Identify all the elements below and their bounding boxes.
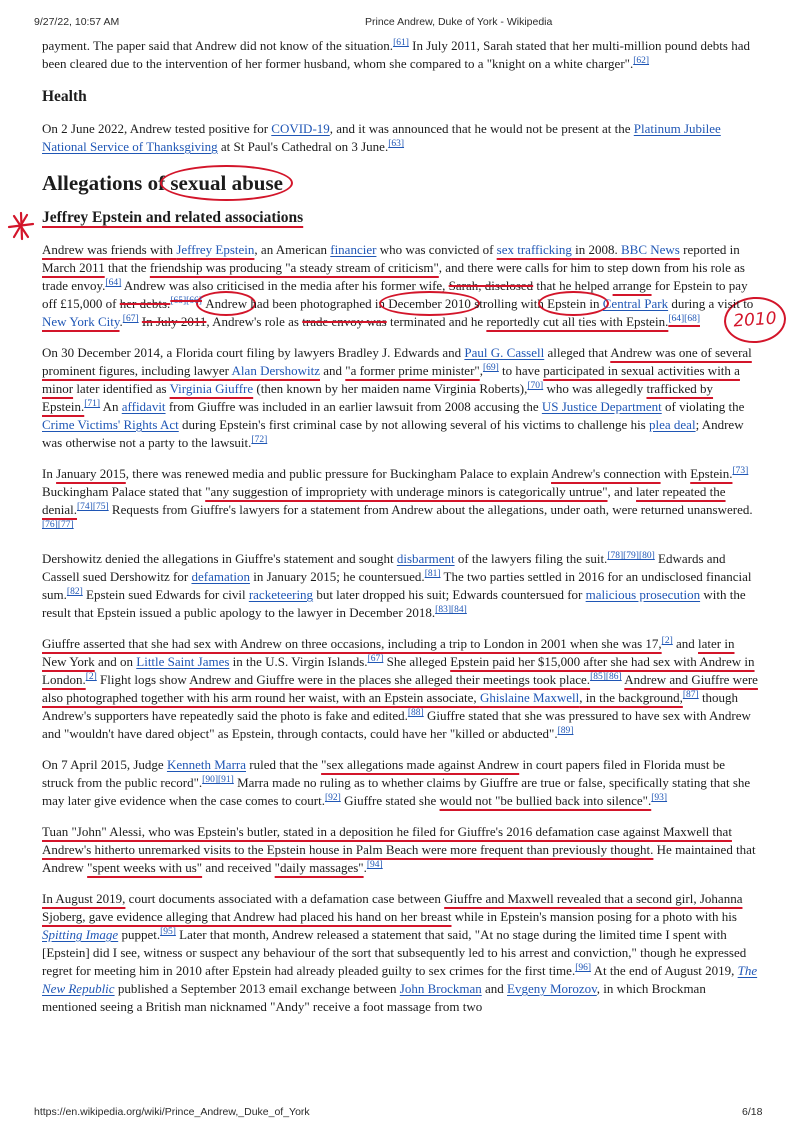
text-run: The two parties settled in 2016 for an undisclosed financial sum. — [42, 569, 752, 602]
citation-link[interactable]: [72] — [251, 435, 268, 446]
text-run: On 2 June 2022, Andrew tested positive for — [42, 121, 272, 136]
wiki-link[interactable]: Spitting Image — [42, 927, 119, 942]
text-run: Giuffre stated that she was pressured to have sex with Andrew and "wouldn't have dared object" as Epstein, through contacts, could have her "killed or abducted". — [42, 708, 751, 741]
text-run: Giuffre and Maxwell revealed that a second girl, Johanna Sjoberg, gave evidence alleging that Andrew had placed his hand on her breast — [42, 891, 743, 924]
print-page-number: 6/18 — [742, 1106, 763, 1118]
text-run: arrange — [612, 278, 652, 293]
citation-link[interactable]: [74][75] — [77, 502, 109, 513]
wiki-link[interactable]: plea deal — [649, 417, 696, 432]
text-run: March 2011 — [42, 260, 105, 275]
text-run: In July 2011 — [141, 314, 207, 329]
text-run: Andrew was friends with — [42, 242, 177, 257]
text-run: He maintained that Andrew — [42, 842, 756, 875]
text-run: and — [672, 636, 699, 651]
text-run: in January 2015; he countersued. — [249, 569, 425, 584]
citation-link[interactable]: [67] — [122, 314, 139, 325]
citation-link[interactable]: [93] — [651, 793, 668, 804]
wiki-link[interactable]: Platinum Jubilee National Service of Thanksgiving — [42, 121, 721, 154]
citation-link[interactable]: [82] — [66, 587, 83, 598]
text-run: Giuffre asserted that she had sex with Andrew on three occasions, including a trip to London in 2001 when she was 17, — [42, 636, 662, 651]
text-run: while in Epstein's mansion posing for a photo with his — [451, 909, 737, 924]
citation-link[interactable]: [71] — [84, 399, 101, 410]
citation-link[interactable]: [67] — [367, 654, 384, 665]
text-run: Andrew — [196, 291, 256, 316]
text-run: terminated and he — [386, 314, 487, 329]
wiki-link[interactable]: financier — [330, 242, 377, 257]
citation-link[interactable]: [62] — [633, 56, 650, 67]
text-run: from Giuffre was included in an earlier lawsuit from 2008 accusing the — [165, 399, 542, 414]
text-run: , and — [607, 484, 637, 499]
text-run: alleged that — [544, 345, 611, 360]
citation-link[interactable]: [2] — [85, 672, 97, 683]
text-run: , and it was announced that he would not be present at the — [329, 121, 634, 136]
text-run: payment. The paper said that Andrew did not know of the situation. — [42, 38, 394, 53]
article-paragraph — [42, 37, 758, 73]
text-run: In — [42, 466, 57, 481]
text-run: Epstein paid her $15,000 after she had sex with Andrew in London. — [42, 654, 755, 687]
text-run: trafficked by Epstein. — [42, 381, 714, 414]
text-run: Dershowitz denied the allegations in Giuffre's statement and sought — [42, 551, 397, 566]
citation-link[interactable]: [69] — [482, 363, 499, 374]
wiki-link[interactable]: COVID-19 — [271, 121, 330, 136]
text-run: with the result that Epstein issued a public apology to the lawyer in December 2018. — [42, 587, 746, 620]
text-run: published a September 2013 email exchange between — [114, 981, 400, 996]
text-run: . — [119, 314, 123, 329]
text-run: ; Andrew was otherwise not a party to the lawsuit. — [42, 417, 744, 450]
text-run: had been photographed in — [247, 296, 389, 311]
subsection-heading — [42, 207, 758, 229]
text-run: Allegations of — [42, 171, 171, 195]
text-run: Buckingham Palace stated that — [42, 484, 206, 499]
article-paragraph — [42, 120, 758, 156]
citation-link[interactable]: [95] — [160, 927, 176, 938]
citation-link[interactable]: [83][84] — [435, 605, 467, 616]
text-run: On 7 April 2015, Judge — [42, 757, 167, 772]
text-run: who was allegedly — [543, 381, 647, 396]
citation-link[interactable]: [64][68] — [668, 314, 700, 325]
article-paragraph — [42, 465, 758, 537]
text-run: of the lawyers filing the suit. — [454, 551, 608, 566]
text-run: Sarah, disclosed — [448, 278, 534, 293]
text-run: , in which Brockman mentioned seeing a British man nicknamed "Andy" receive a foot massage from two — [42, 981, 706, 1014]
text-run: and received — [202, 860, 275, 875]
text-run: Epstein in — [538, 291, 608, 316]
article-paragraph — [42, 550, 758, 622]
print-datetime: 9/27/22, 10:57 AM — [34, 16, 120, 28]
citation-link[interactable]: [87] — [682, 690, 699, 701]
text-run: reportedly cut all ties with Epstein. — [486, 314, 669, 329]
wiki-link[interactable]: BBC News — [621, 242, 680, 257]
text-run: during a visit to — [668, 296, 754, 311]
text-run: , — [479, 363, 483, 378]
text-run: An — [100, 399, 122, 414]
text-run: court documents associated with a defamation case between — [125, 891, 445, 906]
wiki-link[interactable]: Evgeny Morozov — [507, 981, 597, 996]
asterisk-mark-icon — [6, 211, 36, 241]
citation-link[interactable]: [96] — [575, 963, 592, 974]
text-run: would not "be bullied back into silence". — [439, 793, 652, 808]
wiki-link[interactable]: The New Republic — [42, 963, 758, 996]
text-run: for Epstein to pay off £15,000 of — [42, 278, 748, 311]
text-run: puppet. — [118, 927, 161, 942]
text-run: participated in sexual activities with a minor — [42, 363, 740, 396]
wiki-link[interactable]: Kenneth Marra — [166, 757, 247, 772]
text-run: though Andrew's supporters have repeatedly said the photo is fake and edited. — [42, 690, 739, 723]
text-run: Later that month, Andrew released a statement that said, "At no stage during the limited time I spent with [Epstein] did I see, witness or suspect any behaviour of the sort that subsequently led to his arrest and conviction," though he expressed regret for meeting him in 2010 after Epstein had already pleaded guilty to sex crimes for the first time. — [42, 927, 747, 978]
citation-link[interactable]: [64] — [105, 278, 122, 289]
handwritten-margin-note: 2010 — [722, 295, 787, 345]
text-run: at St Paul's Cathedral on 3 June. — [217, 139, 389, 154]
text-run: "daily massages" — [274, 860, 364, 875]
text-run: and — [481, 981, 508, 996]
wiki-link[interactable]: US Justice Department — [541, 399, 662, 414]
text-run: Andrew and Giuffre were in the places she alleged their meetings took place. — [189, 672, 591, 687]
wiki-link[interactable]: Ghislaine Maxwell — [479, 690, 580, 705]
text-run: In August 2019, — [42, 891, 126, 906]
text-run: strolling with — [470, 296, 548, 311]
text-run: , there was renewed media and public pressure for Buckingham Palace to explain — [125, 466, 552, 481]
text-run: who was convicted of — [376, 242, 497, 257]
text-run: that he helped — [533, 278, 613, 293]
article-paragraph — [42, 756, 758, 810]
section-heading — [42, 169, 758, 197]
text-run: "sex allegations made against Andrew — [321, 757, 520, 772]
text-run: , Andrew's role as — [206, 314, 303, 329]
text-run: At the end of August 2019, — [591, 963, 738, 978]
text-run: Health — [42, 88, 87, 105]
text-run: later repeated the denial. — [42, 484, 726, 517]
text-run: . — [363, 860, 367, 875]
citation-link[interactable]: [94] — [366, 860, 383, 871]
citation-link[interactable]: [92] — [325, 793, 341, 804]
citation-link[interactable]: [65][66] — [170, 296, 202, 307]
text-run: sexual abuse — [160, 165, 293, 201]
print-url: https://en.wikipedia.org/wiki/Prince_Andrew,_Duke_of_York — [34, 1106, 310, 1118]
text-run: "spent weeks with us" — [87, 860, 203, 875]
text-run: that the — [104, 260, 150, 275]
text-run: Marra made no ruling as to whether claims by Giuffre are true or false, specifically stating that she may later give evidence when the case comes to court. — [42, 775, 751, 808]
wiki-link[interactable]: New York City — [42, 314, 120, 329]
article-paragraph — [42, 823, 758, 877]
text-run: in court papers filed in Florida must be struck from the public record". — [42, 757, 725, 790]
text-run: Andrew was also criticised in the media after his former wife, — [121, 278, 449, 293]
text-run: On 30 December 2014, a Florida court filing by lawyers Bradley J. Edwards and — [42, 345, 465, 360]
text-run: Requests from Giuffre's lawyers for a statement from Andrew about the allegations, under oath, were returned unanswered. — [108, 502, 753, 517]
text-run: Flight logs show — [96, 672, 190, 687]
text-run: in the U.S. Virgin Islands. — [229, 654, 368, 669]
article-paragraph — [42, 890, 758, 1016]
wiki-link[interactable]: malicious prosecution — [585, 587, 701, 602]
text-run: Giuffre stated she — [340, 793, 440, 808]
wiki-link[interactable]: Alan Dershowitz — [231, 363, 320, 378]
text-run: , in the background, — [579, 690, 683, 705]
citation-link[interactable]: [78][79][80] — [607, 551, 655, 562]
subsection-heading — [42, 86, 758, 108]
text-run: "a former prime minister" — [345, 363, 480, 378]
wiki-link[interactable]: Virginia Giuffre — [169, 381, 254, 396]
text-run: to have — [498, 363, 544, 378]
citation-link[interactable]: [76][77] — [42, 520, 74, 531]
citation-link[interactable]: [2] — [661, 636, 673, 647]
article-paragraph — [42, 241, 758, 331]
wiki-link[interactable]: Jeffrey Epstein — [176, 242, 255, 257]
text-run: Epstein. — [690, 466, 733, 481]
citation-link[interactable]: [73] — [732, 466, 749, 477]
citation-link[interactable]: [85][86] — [590, 672, 622, 683]
print-page-title: Prince Andrew, Duke of York - Wikipedia — [365, 16, 553, 28]
text-run: during Epstein's first criminal case by not allowing several of his victims to challenge his — [178, 417, 649, 432]
text-run: friendship was producing "a steady stream of criticism" — [149, 260, 439, 275]
text-run: later identified as — [73, 381, 170, 396]
citation-link[interactable]: [63] — [388, 139, 405, 150]
text-run: She alleged — [383, 654, 451, 669]
citation-link[interactable]: [81] — [424, 569, 441, 580]
citation-link[interactable]: [89] — [557, 726, 574, 737]
text-run: , an American — [254, 242, 331, 257]
wiki-link[interactable]: Little Saint James — [136, 654, 230, 669]
text-run: Jeffrey Epstein and related associations — [42, 209, 304, 226]
text-run: trade envoy was — [302, 314, 387, 329]
text-run: and — [320, 363, 346, 378]
citation-link[interactable]: [90][91] — [202, 775, 234, 786]
text-run: reported in — [679, 242, 740, 257]
text-run: Andrew and Giuffre were also photographed together with his arm round her waist, with an Epstein associate, — [42, 672, 758, 705]
text-run: Edwards and Cassell sued Dershowitz for — [42, 551, 726, 584]
wiki-link[interactable]: Central Park — [602, 296, 669, 311]
citation-link[interactable]: [70] — [527, 381, 544, 392]
text-run: ruled that the — [246, 757, 322, 772]
text-run: In July 2011, Sarah stated that her multi-million pound debts had been cleared due to the intervention of her former husband, whom she compared to a "knight on a white charger". — [42, 38, 750, 71]
wiki-link[interactable]: affidavit — [121, 399, 166, 414]
text-run: her debts. — [119, 296, 171, 311]
text-run: Epstein sued Edwards for civil — [82, 587, 249, 602]
text-run: "any suggestion of impropriety with underage minors is categorically untrue" — [205, 484, 608, 499]
text-run: January 2015 — [56, 466, 126, 481]
text-run: of violating the — [661, 399, 745, 414]
citation-link[interactable]: [88] — [407, 708, 424, 719]
wiki-link[interactable]: disbarment — [396, 551, 455, 566]
text-run: in 2008. — [571, 242, 621, 257]
citation-link[interactable]: [61] — [393, 38, 409, 49]
article-body — [42, 37, 758, 1099]
text-run: but later dropped his suit; Edwards countersued for — [313, 587, 586, 602]
article-paragraph — [42, 635, 758, 743]
text-run: later in New York — [42, 636, 735, 669]
wiki-link[interactable]: defamation — [191, 569, 250, 584]
text-run: Andrew was one of several prominent figures, including lawyer — [42, 345, 752, 378]
text-run: (then known by her maiden name Virginia Roberts), — [253, 381, 528, 396]
text-run: Tuan "John" Alessi, who was Epstein's butler, stated in a deposition he filed for Giuffre's 2016 defamation case against Maxwell that Andrew's hitherto unremarked visits to the Epstein house in Palm Beach were more frequent than previously thought. — [42, 824, 732, 857]
text-run: Andrew's connection — [551, 466, 661, 481]
text-run: December 2010 — [379, 291, 480, 316]
text-run: , and there were calls for him to step down from his role as trade envoy. — [42, 260, 745, 293]
text-run: and on — [94, 654, 137, 669]
wiki-link[interactable]: Paul G. Cassell — [464, 345, 545, 360]
text-run: with — [660, 466, 691, 481]
wiki-link[interactable]: sex trafficking — [496, 242, 572, 257]
wiki-link[interactable]: Crime Victims' Rights Act — [42, 417, 179, 432]
wiki-link[interactable]: John Brockman — [399, 981, 482, 996]
article-paragraph — [42, 344, 758, 452]
wiki-link[interactable]: racketeering — [248, 587, 314, 602]
